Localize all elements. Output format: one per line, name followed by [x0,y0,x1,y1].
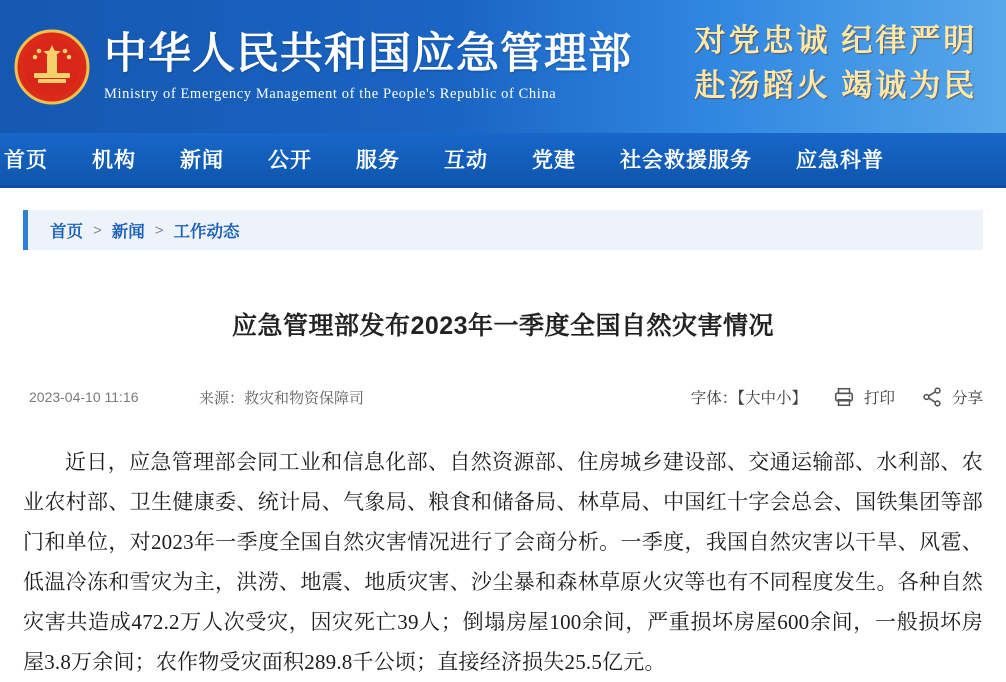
print-label: 打印 [863,390,895,407]
font-size-control[interactable] [691,386,807,408]
breadcrumb-item-home[interactable]: 首页 [50,223,83,241]
nav-item-news[interactable]: 新闻 [180,149,224,172]
header-brand [0,0,690,133]
print-button[interactable] [833,386,895,408]
breadcrumb-item-current: 工作动态 [173,223,240,241]
nav-item-disclosure[interactable]: 公开 [268,149,312,172]
slogan-line-1: 对党忠诚 纪律严明 [694,23,978,58]
nav-item-interaction[interactable]: 互动 [444,149,488,172]
nav-item-services[interactable]: 服务 [356,149,400,172]
site-title-cn: 中华人民共和国应急管理部 [104,30,632,78]
page-title: 应急管理部发布2023年一季度全国自然灾害情况 [231,312,775,340]
nav-item-social-rescue[interactable]: 社会救援服务 [620,149,752,172]
national-emblem-icon [14,29,90,105]
share-button[interactable] [921,386,983,408]
share-icon [921,386,943,408]
breadcrumb-item-news[interactable]: 新闻 [111,223,145,241]
header-slogan [676,18,996,108]
breadcrumb-separator: > [93,221,102,239]
breadcrumb [23,210,983,250]
nav-item-organization[interactable]: 机构 [92,149,136,172]
nav-item-party-building[interactable]: 党建 [532,149,576,172]
breadcrumb-separator: > [154,221,164,239]
printer-icon [833,386,855,408]
article [23,308,983,682]
font-size-options[interactable]: 【大中小】 [737,390,807,407]
article-date: 2023-04-10 11:16 [29,389,139,405]
site-title-en: Ministry of Emergency Management of the People's Republic of China [104,85,557,102]
article-source: 来源：救灾和物资保障司 [199,389,365,407]
site-title-block [104,29,632,105]
article-tools [691,380,983,414]
article-meta [23,380,983,414]
nav-item-emergency-science[interactable]: 应急科普 [796,149,884,172]
nav-item-home[interactable]: 首页 [4,149,48,172]
site-header [0,0,1006,133]
main-nav [0,133,1006,188]
font-size-label: 字体： [690,390,738,407]
slogan-line-2: 赴汤蹈火 竭诚为民 [694,68,978,103]
article-body: 近日，应急管理部会同工业和信息化部、自然资源部、住房城乡建设部、交通运输部、水利部、农业农村部、卫生健康委、统计局、气象局、粮食和储备局、林草局、中国红十字会总会、国铁集团等部门和单位，对2023年一季度全国自然灾害情况进行了会商分析。一季度，我国自然灾害以干旱、风雹、低温冷冻和雪灾为主，洪涝、地震、地质灾害、沙尘暴和森林草原火灾等也有不同程度发生。各种自然灾害共造成472.2万人次受灾，因灾死亡39人；倒塌房屋100余间，严重损坏房屋600余间，一般损坏房屋3.8万余间；农作物受灾面积289.8千公顷；直接经济损失25.5亿元。 [23,450,983,674]
share-label: 分享 [951,390,983,407]
breadcrumb-wrapper [0,188,1006,250]
